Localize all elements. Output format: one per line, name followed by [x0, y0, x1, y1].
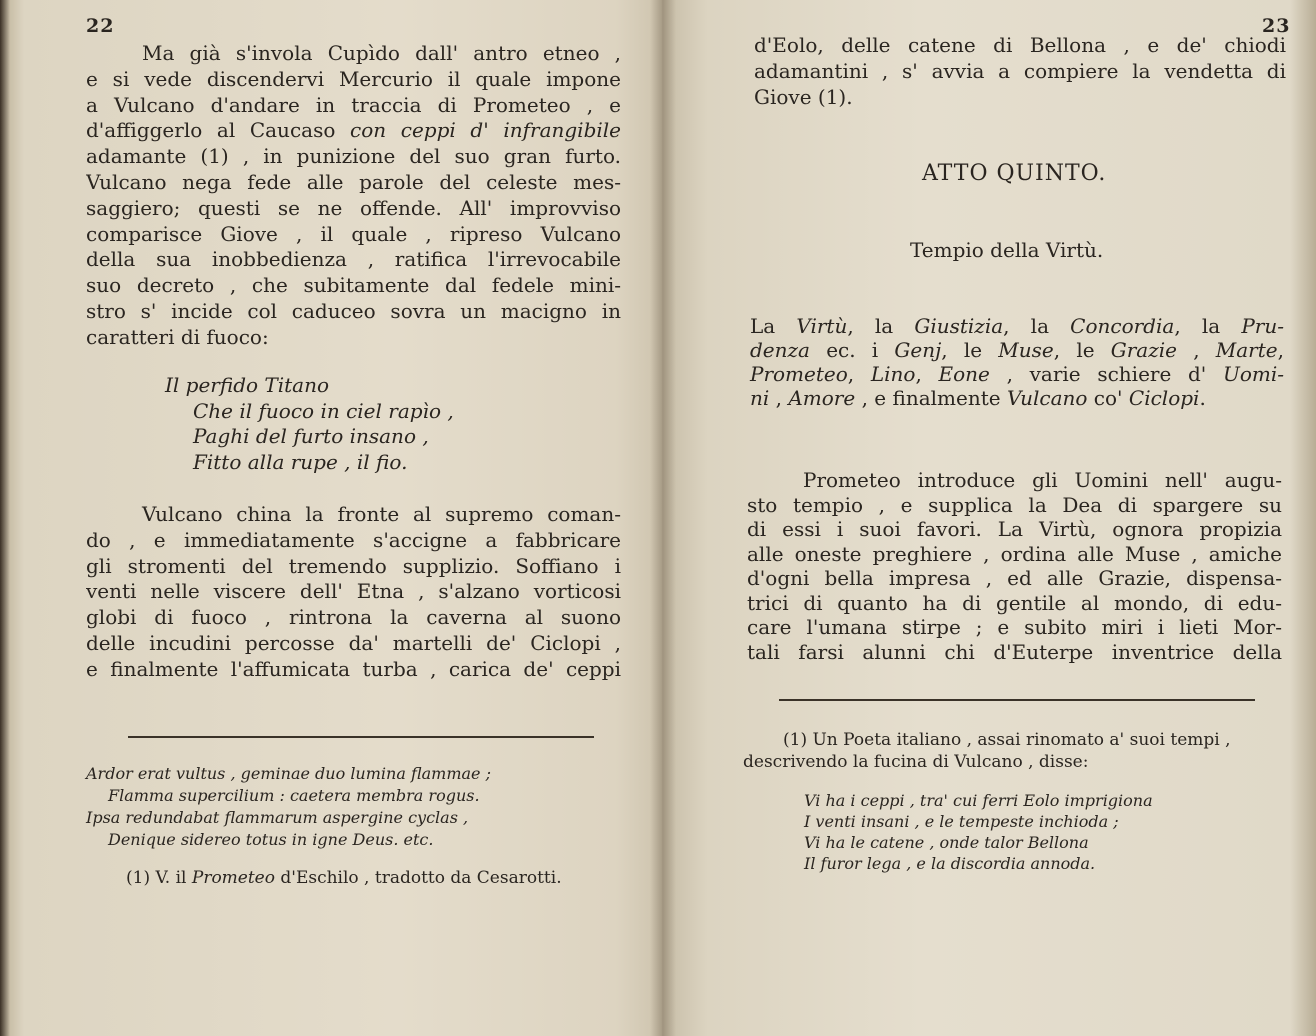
- text-line: globi di fuoco , rintrona la caverna al suono: [86, 605, 621, 630]
- character-name: ni: [750, 386, 770, 410]
- text-segment: , varie schiere d': [989, 362, 1223, 386]
- text-segment: , le: [941, 338, 999, 362]
- text-segment: ,: [1177, 338, 1216, 362]
- text-line: e si vede discendervi Mercurio il quale impone: [86, 66, 621, 91]
- character-name: Ciclopi: [1128, 386, 1200, 410]
- text-line: adamante (1) , in punizione del suo gran furto.: [86, 144, 621, 169]
- right-continuation: [754, 33, 1286, 110]
- character-name: Pru-: [1241, 314, 1284, 338]
- text-segment: , e finalmente: [855, 386, 1007, 410]
- footnote-rule-left: [128, 736, 594, 738]
- text-line: di essi i suoi favori. La Virtù, ognora propizia: [747, 517, 1282, 541]
- text-segment: , la: [1174, 314, 1242, 338]
- text-line: a Vulcano d'andare in traccia di Prometeo , e: [86, 92, 621, 117]
- text-segment: .: [1199, 386, 1206, 410]
- footnote-right: [743, 729, 1283, 773]
- book-gutter: [650, 0, 676, 1036]
- text-segment: d'affiggerlo al Caucaso: [86, 118, 350, 143]
- scene-heading: Tempio della Virtù.: [910, 238, 1104, 262]
- text-line: suo decreto , che subitamente dal fedele mini-: [86, 273, 621, 298]
- italic-quatrain: [165, 373, 454, 476]
- text-segment: ec. i: [809, 338, 895, 362]
- footnote-line: (1) Un Poeta italiano , assai rinomato a' suoi tempi ,: [783, 730, 1231, 750]
- verse-line: Che il fuoco in ciel rapìo ,: [193, 398, 454, 423]
- footnote-verses: [804, 790, 1153, 874]
- text-line: stro s' incide col caduceo sovra un macigno in: [86, 298, 621, 323]
- cast-line: [750, 362, 1284, 386]
- text-segment: , la: [847, 314, 915, 338]
- character-name: Genj: [894, 338, 942, 362]
- text-line: d'Eolo, delle catene di Bellona , e de' chiodi: [754, 33, 1286, 57]
- text-line: care l'umana stirpe ; e subito miri i lieti Mor-: [747, 615, 1282, 639]
- text-line: alle oneste preghiere , ordina alle Muse , amiche: [747, 541, 1282, 566]
- cast-of-characters: [750, 314, 1284, 410]
- text-segment: , la: [1003, 314, 1071, 338]
- text-segment: ,: [1277, 338, 1284, 362]
- text-line: adamantini , s' avvia a compiere la vendetta di: [754, 58, 1286, 83]
- text-segment: La: [750, 314, 797, 338]
- footnote-left: [126, 867, 562, 889]
- verse-line: Vi ha le catene , onde talor Bellona: [804, 833, 1089, 852]
- text-line: d'ogni bella impresa , ed alle Grazie, dispensa-: [747, 566, 1282, 590]
- character-name: denza: [750, 338, 810, 362]
- text-line: tali farsi alunni chi d'Euterpe inventrice della: [747, 639, 1282, 664]
- text-line: e finalmente l'affumicata turba , carica de' ceppi: [86, 656, 621, 681]
- verse-line: Fitto alla rupe , il fio.: [193, 450, 408, 475]
- cast-line: [750, 314, 1284, 338]
- text-line: trici di quanto ha di gentile al mondo, di edu-: [747, 590, 1282, 615]
- text-line: gli stromenti del tremendo supplizio. Soffiano i: [86, 553, 621, 578]
- text-line: della sua inobbedienza , ratifica l'irrevocabile: [86, 247, 621, 272]
- character-name: Virtù: [796, 314, 848, 338]
- italic-phrase: con ceppi d' infrangibile: [350, 118, 621, 143]
- latin-line: Denique sidereo totus in igne Deus. etc.: [108, 830, 434, 849]
- text-line: saggiero; questi se ne offende. All' improvviso: [86, 195, 621, 220]
- text-line: delle incudini percosse da' martelli de' Ciclopi ,: [86, 630, 621, 655]
- left-paragraph-2: [86, 502, 621, 683]
- latin-line: Ardor erat vultus , geminae duo lumina flammae ;: [86, 764, 491, 783]
- character-name: Marte: [1215, 338, 1278, 362]
- right-paragraph: [747, 468, 1282, 664]
- text-line: Vulcano china la fronte al supremo coman-: [142, 502, 621, 526]
- text-line: do , e immediatamente s'accigne a fabbricare: [86, 527, 621, 552]
- latin-verses: [86, 763, 491, 851]
- text-line: [86, 118, 621, 144]
- character-name: Grazie: [1110, 338, 1177, 362]
- text-segment: ,: [915, 362, 939, 386]
- latin-line: Flamma supercilium : caetera membra rogus.: [108, 786, 480, 805]
- verse-line: Vi ha i ceppi , tra' cui ferri Eolo imprigiona: [804, 791, 1153, 810]
- character-name: Vulcano: [1006, 386, 1088, 410]
- verse-line: I venti insani , e le tempeste inchioda ;: [804, 812, 1119, 831]
- cast-line: [750, 338, 1284, 362]
- footnote-italic-title: Prometeo: [191, 868, 275, 888]
- character-name: Uomi-: [1223, 362, 1285, 386]
- verse-line: Paghi del furto insano ,: [193, 424, 429, 449]
- verse-line: Il furor lega , e la discordia annoda.: [804, 854, 1096, 873]
- cast-line: [750, 386, 1284, 410]
- act-heading: ATTO QUINTO.: [922, 161, 1107, 186]
- text-line: Giove (1).: [754, 84, 853, 109]
- text-line: Prometeo introduce gli Uomini nell' augu-: [803, 468, 1282, 492]
- text-segment: ,: [847, 362, 871, 386]
- footnote-rule-right: [779, 699, 1255, 701]
- text-line: comparisce Giove , il quale , ripreso Vulcano: [86, 221, 621, 246]
- left-paragraph-1: [86, 41, 621, 351]
- footnote-prefix: (1) V. il: [126, 868, 192, 888]
- character-name: Prometeo: [750, 362, 848, 386]
- text-segment: ,: [769, 386, 789, 410]
- character-name: Muse: [998, 338, 1054, 362]
- character-name: Giustizia: [914, 314, 1004, 338]
- character-name: Amore: [788, 386, 856, 410]
- page-number-right: 23: [1262, 15, 1291, 37]
- verse-line: Il perfido Titano: [165, 373, 330, 397]
- page-number-left: 22: [86, 15, 115, 37]
- text-segment: co': [1087, 386, 1129, 410]
- character-name: Lino: [870, 362, 916, 386]
- text-line: Ma già s'invola Cupìdo dall' antro etneo ,: [142, 41, 621, 65]
- text-segment: , le: [1053, 338, 1111, 362]
- text-line: venti nelle viscere dell' Etna , s'alzano vorticosi: [86, 579, 621, 604]
- footnote-suffix: d'Eschilo , tradotto da Cesarotti.: [274, 868, 562, 888]
- character-name: Concordia: [1070, 314, 1175, 338]
- text-line: sto tempio , e supplica la Dea di spargere su: [747, 492, 1282, 517]
- text-line: caratteri di fuoco:: [86, 324, 269, 349]
- text-line: Vulcano nega fede alle parole del celeste mes-: [86, 169, 621, 194]
- footnote-line: descrivendo la fucina di Vulcano , disse:: [743, 752, 1089, 772]
- latin-line: Ipsa redundabat flammarum aspergine cyclas ,: [86, 808, 469, 827]
- character-name: Eone: [938, 362, 990, 386]
